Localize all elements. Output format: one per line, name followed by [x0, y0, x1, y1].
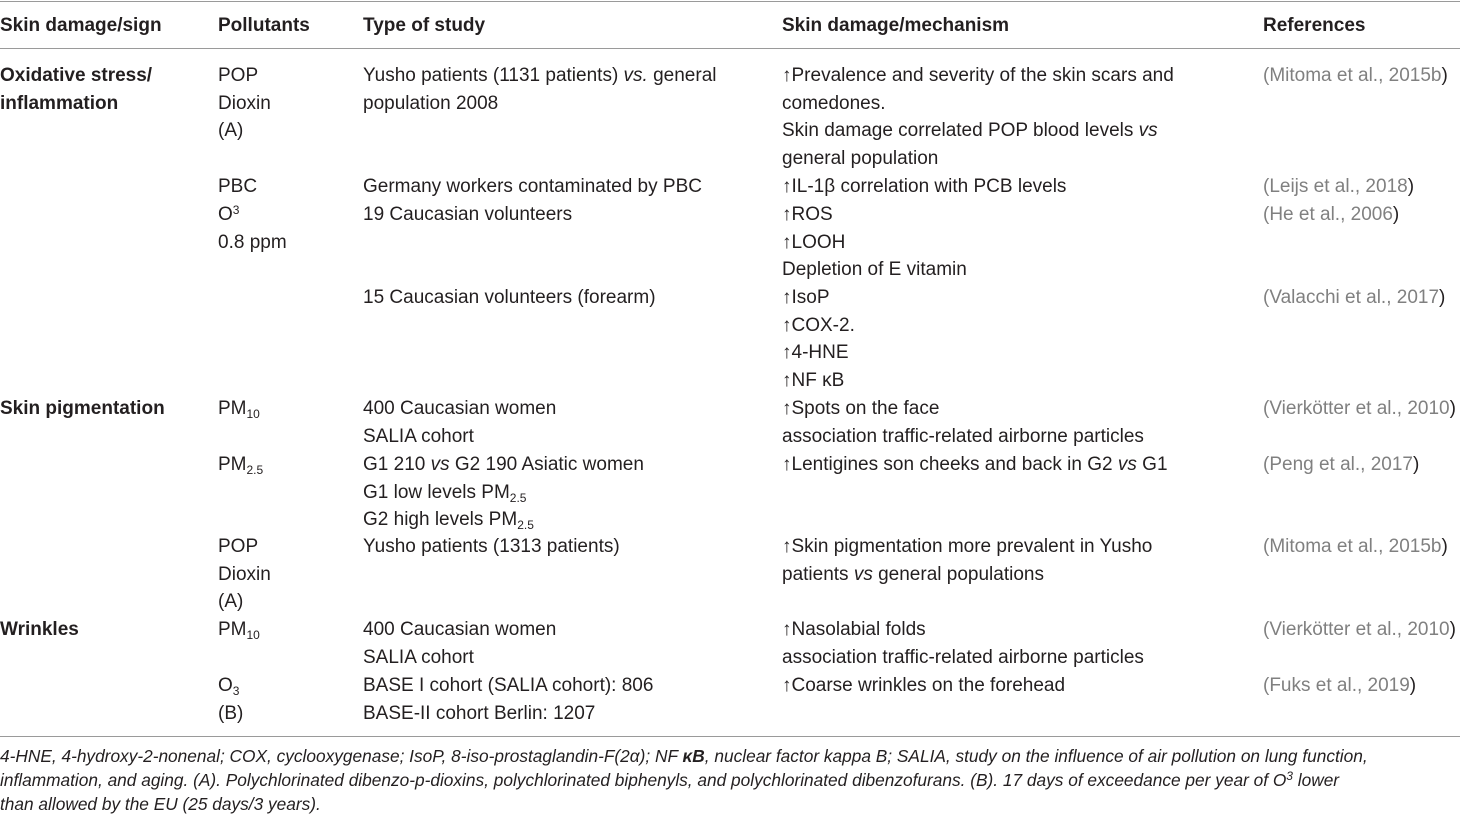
reference-link[interactable]: (Mitoma et al., 2015b) [1263, 536, 1448, 557]
study-cell: 15 Caucasian volunteers (forearm) [363, 287, 656, 308]
reference-link[interactable]: (Peng et al., 2017) [1263, 454, 1420, 475]
study-cell: Germany workers contaminated by PBC [363, 176, 702, 197]
reference-link[interactable]: (Vierkötter et al., 2010) [1263, 619, 1456, 640]
pollutant-cell: PBC [218, 176, 258, 197]
pollutant-cell: $O^3$ 0.8 ppm [218, 203, 287, 253]
study-cell: 400 Caucasian women SALIA cohort [363, 619, 557, 668]
study-cell: BASE I cohort (SALIA cohort): 806 BASE-II cohort Berlin: 1207 [363, 675, 654, 724]
reference-link[interactable]: (He et al., 2006) [1263, 204, 1400, 225]
study-cell: Yusho patients (1131 patients) vs. general population 2008 [363, 65, 717, 114]
top-rule [0, 1, 1460, 2]
reference-link[interactable]: (Valacchi et al., 2017) [1263, 287, 1446, 308]
mechanism-cell: ↑Coarse wrinkles on the forehead [782, 675, 1066, 696]
mechanism-cell: ↑Nasolabial folds association traffic-related airborne particles [782, 619, 1144, 668]
header-rule [0, 48, 1460, 49]
study-cell: 400 Caucasian women SALIA cohort [363, 398, 557, 447]
table-footnote: 4-HNE, 4-hydroxy-2-nonenal; COX, cyclooxygenase; IsoP, 8-iso-prostaglandin-F(2α); NF κB, nuclear factor kappa B; SALIA, study on the influence of air pollution on lung function, inflammation, and aging. (A). Polychlorinated dibenzo-p-dioxins, polychlorinated biphenyls, and polychlorinated dibenzofurans. (B). 17 days of exceedance per year of $O^3$ lower than allowed by the EU (25 days/3 years). [0, 746, 1368, 815]
reference-link[interactable]: (Vierkötter et al., 2010) [1263, 398, 1456, 419]
header-references: References [1263, 15, 1366, 36]
mechanism-cell: ↑ROS ↑LOOH Depletion of E vitamin [782, 204, 967, 281]
mechanism-cell: ↑Lentigines son cheeks and back in G2 vs G1 [782, 454, 1168, 475]
pollutant-cell: $PM_{10}$ [218, 398, 260, 421]
mechanism-cell: ↑IsoP ↑COX-2. ↑4-HNE ↑NF κB [782, 287, 855, 392]
study-cell: G1 210 vs G2 190 Asiatic women G1 low levels $PM_{2.5}$ G2 high levels $PM_{2.5}$ [363, 454, 644, 533]
header-skin-damage-mechanism: Skin damage/mechanism [782, 15, 1010, 36]
reference-link[interactable]: (Leijs et al., 2018) [1263, 176, 1415, 197]
reference-link[interactable]: (Fuks et al., 2019) [1263, 675, 1417, 696]
pollutant-cell: $PM_{2.5}$ [218, 454, 264, 477]
pollutant-cell: POP Dioxin (A) [218, 65, 271, 142]
category-label: Skin pigmentation [0, 398, 165, 419]
study-cell: 19 Caucasian volunteers [363, 204, 573, 225]
category-label: Oxidative stress/ inflammation [0, 65, 153, 114]
pollutant-cell: $PM_{10}$ [218, 619, 260, 642]
category-label: Wrinkles [0, 619, 79, 640]
reference-link[interactable]: (Mitoma et al., 2015b) [1263, 65, 1448, 86]
bottom-rule [0, 736, 1460, 737]
mechanism-cell: ↑IL-1β correlation with PCB levels [782, 176, 1067, 197]
header-skin-damage-sign: Skin damage/sign [0, 15, 162, 36]
pollutant-cell: POP Dioxin (A) [218, 536, 271, 613]
mechanism-cell: ↑Prevalence and severity of the skin scars and comedones. Skin damage correlated POP blood levels vs general population [782, 65, 1174, 170]
header-type-of-study: Type of study [363, 15, 486, 36]
pollutant-cell: $O_3$ (B) [218, 675, 244, 724]
header-pollutants: Pollutants [218, 15, 310, 36]
mechanism-cell: ↑Spots on the face association traffic-related airborne particles [782, 398, 1144, 447]
mechanism-cell: ↑Skin pigmentation more prevalent in Yusho patients vs general populations [782, 536, 1153, 585]
study-cell: Yusho patients (1313 patients) [363, 536, 620, 557]
